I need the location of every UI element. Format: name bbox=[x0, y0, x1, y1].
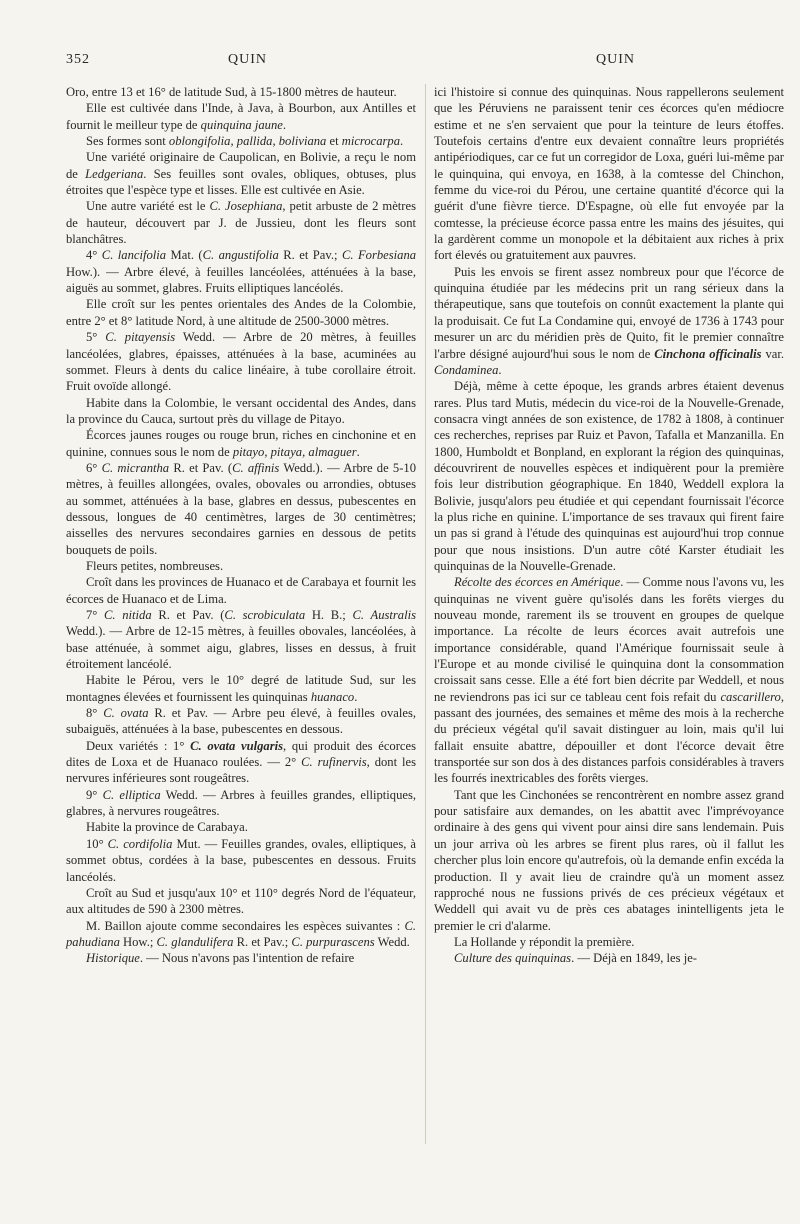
paragraph: 4° C. lancifolia Mat. (C. angustifolia R. et Pav.; C. Forbesiana How.). — Arbre élevé, à feuilles lancéolées, atténuées à la base, aiguës au sommet, glabres. Fruits elliptiques lancéolés. bbox=[66, 248, 417, 296]
paragraph: Tant que les Cinchonées se rencontrèrent en nombre assez grand pour satisfaire aux demandes, on les abattit avec l'imprévoyance ordinaire à des gens qui vivent pour ainsi dire sans lendemain. Puis un jour arriva où les arbres se firent plus rares, où il fallut les chercher plus loin encore qu'autrefois, où la demande enfin excéda la production. Il y avait lieu de craindre qu'à un moment assez rapproché nous ne fussions privés de ces précieux végétaux et Weddell qui avait vu de près ces abatages inintelligents jeta le premier le cri d'alarme. bbox=[434, 787, 784, 933]
column-divider bbox=[425, 84, 426, 1144]
paragraph: Écorces jaunes rouges ou rouge brun, riches en cinchonine et en quinine, connues sous le nom de pitayo, pitaya, almaguer. bbox=[66, 428, 416, 459]
paragraph: Ses formes sont oblongifolia, pallida, boliviana et microcarpa. bbox=[86, 134, 404, 149]
paragraph: Croît dans les provinces de Huanaco et de Carabaya et fournit les écorces de Huanaco et de Lima. bbox=[66, 575, 416, 606]
paragraph: Elle croît sur les pentes orientales des Andes de la Colombie, entre 2° et 8° latitude Nord, à une altitude de 2500-3000 mètres. bbox=[66, 297, 416, 328]
paragraph: Oro, entre 13 et 16° de latitude Sud, à 15-1800 mètres de hauteur. bbox=[66, 85, 397, 99]
paragraph: Fleurs petites, nombreuses. bbox=[86, 558, 224, 573]
paragraph: Historique. — Nous n'avons pas l'intention de refaire bbox=[86, 951, 355, 966]
paragraph: Récolte des écorces en Amérique. — Comme nous l'avons vu, les quinquinas ne vivent guère qu'isolés dans les forêts vierges du nouveau monde, rarement ils se trouvent en groupes de quelque importance. La récolte de leurs écorces avait autrefois une importance considérable, quand l'Amérique fournissait seule à l'Europe et au monde civilisé le quinquina dont la consommation croissait sans cesse. Elle a été fort bien décrite par Weddell, et nous ne reviendrons pas ici sur ce tableau cent fois refait du cascarillero, passant des journées, des semaines et même des mois à la recherche du précieux végétal qu'il savait distinguer au loin, mais qu'il lui fallait ensuite abattre, dépouiller et dont l'écorce devait être transportée sur son dos à des distances parfois considérables à travers les fourrés inextricables des forêts vierges. bbox=[434, 575, 785, 786]
paragraph: Une variété originaire de Caupolican, en Bolivie, a reçu le nom de Ledgeriana. Ses feuilles sont ovales, obliques, obtuses, plus étroites que l'espèce type et lisses. Elle est cultivée en Asie. bbox=[66, 150, 416, 198]
paragraph: Culture des quinquinas. — Déjà en 1849, les je- bbox=[454, 951, 697, 966]
paragraph: Croît au Sud et jusqu'aux 10° et 110° degrés Nord de l'équateur, aux altitudes de 590 à 2300 mètres. bbox=[66, 885, 416, 917]
paragraph: 6° C. micrantha R. et Pav. (C. affinis Wedd.). — Arbre de 5-10 mètres, à feuilles allongées, ovales, obovales ou arrondies, obtuses au sommet, atténuées à la base, glabres en dessus, pubescentes en dessous, longues de 40 centimètres, larges de 30 centimètres; aisselles des nervures secondaires garnies en dessous de petits bouquets de poils. bbox=[66, 460, 417, 557]
paragraph: Puis les envois se firent assez nombreux pour que l'écorce de quinquina étudiée par les médecins prit un rang sérieux dans la thérapeutique, sans que toutefois on connût exactement la plante qui la produisait. Ce fut La Condamine qui, envoyé de 1736 à 1743 pour mesurer un arc du méridien près de Quito, fit le premier connaître l'arbre désigné aujourd'hui sous le nom de Cinchona officinalis var. Condaminea. bbox=[434, 264, 784, 377]
paragraph: ici l'histoire si connue des quinquinas. Nous rappellerons seulement que les Péruviens ne paraissent tenir ces écorces qu'en médiocre estime et ne s'en servaient que pour la teinture de leurs étoffes. Toutefois certains d'entre eux devaient connaître leurs propriétés antipériodiques, car ce fut un corregidor de Loxa, guéri lui-même par le quinquina, qui envoya, en 1638, à la comtesse del Chinchon, femme du vice-roi du Pérou, une certaine quantité d'écorce qui la guérit d'une fièvre tierce. D'Espagne, où elle fut envoyée par la comtesse, la précieuse écorce passa entre les mains des jésuites, qui la gardèrent comme un monopole et la débitaient aux riches à prix fort élevés ou gratuitement aux pauvres. bbox=[434, 85, 784, 263]
left-text-column bbox=[66, 84, 416, 967]
paragraph: 7° C. nitida R. et Pav. (C. scrobiculata H. B.; C. Australis Wedd.). — Arbre de 12-15 mètres, à feuilles obovales, lancéolées, à base atténuée, à sommet aigu, glabres, lisses en dessus, à fruit étroitement lancéolé. bbox=[66, 608, 416, 672]
page-number: 352 bbox=[66, 52, 90, 67]
paragraph: M. Baillon ajoute comme secondaires les espèces suivantes : C. pahudiana How.; C. glandulifera R. et Pav.; C. purpurascens Wedd. bbox=[66, 918, 416, 949]
running-header bbox=[0, 52, 800, 76]
paragraph: Deux variétés : 1° C. ovata vulgaris, qui produit des écorces dites de Loxa et de Huanaco roulées. — 2° C. rufinervis, dont les nervures inférieures sont rougeâtres. bbox=[66, 738, 417, 786]
paragraph: 10° C. cordifolia Mut. — Feuilles grandes, ovales, elliptiques, à sommet obtus, cordées à la base, pubescentes en dessous. Fruits lancéolés. bbox=[66, 836, 417, 884]
paragraph: 9° C. elliptica Wedd. — Arbres à feuilles grandes, elliptiques, glabres, à nervures rougeâtres. bbox=[66, 787, 417, 819]
paragraph: Déjà, même à cette époque, les grands arbres étaient devenus rares. Plus tard Mutis, médecin du vice-roi de la Nouvelle-Grenade, consacra vingt années de son existence, de 1782 à 1808, à continuer ces recherches, reprises par Ruiz et Pavon, Tafalla et Manzanilla. En 1800, Humboldt et Bonpland, en explorant la région des quinquinas, découvrirent de nouvelles espèces et indiquèrent pour la première fois leur distribution géographique. En 1840, Weddell explora la Bolivie, jusqu'alors peu étudiée et qui cependant fournissait l'écorce la plus riche en quinine. L'importance de ses travaux qui firent faire un pas si grand à l'étude des quinquinas est aujourd'hui trop connue pour que nous insistions. D'un autre côté Karster étudiait les quinquinas de la Nouvelle-Grenade. bbox=[434, 379, 784, 573]
paragraph: Habite la province de Carabaya. bbox=[86, 820, 248, 835]
right-running-title: QUIN bbox=[596, 52, 635, 67]
right-text-column bbox=[434, 84, 784, 967]
paragraph: 8° C. ovata R. et Pav. — Arbre peu élevé, à feuilles ovales, subaiguës, atténuées à la base, pubescentes en dessous. bbox=[66, 706, 416, 737]
paragraph: La Hollande y répondit la première. bbox=[454, 934, 635, 949]
paragraph: 5° C. pitayensis Wedd. — Arbre de 20 mètres, à feuilles lancéolées, glabres, épaisses, atténuées à la base, acuminées au sommet. Fleurs à dents du calice linéaire, à tube corollaire étroit. Fruit ovoïde allongé. bbox=[66, 330, 416, 394]
left-running-title: QUIN bbox=[228, 52, 267, 67]
paragraph: Habite dans la Colombie, le versant occidental des Andes, dans la province du Cauca, surtout près du village de Pitayo. bbox=[66, 395, 416, 426]
paragraph: Elle est cultivée dans l'Inde, à Java, à Bourbon, aux Antilles et fournit le meilleur type de quinquina jaune. bbox=[66, 101, 416, 132]
paragraph: Habite le Pérou, vers le 10° degré de latitude Sud, sur les montagnes élevées et fournissent les quinquinas huanaco. bbox=[66, 673, 416, 704]
paragraph: Une autre variété est le C. Josephiana, petit arbuste de 2 mètres de hauteur, découvert par J. de Jussieu, dont les fleurs sont blanchâtres. bbox=[66, 199, 416, 247]
